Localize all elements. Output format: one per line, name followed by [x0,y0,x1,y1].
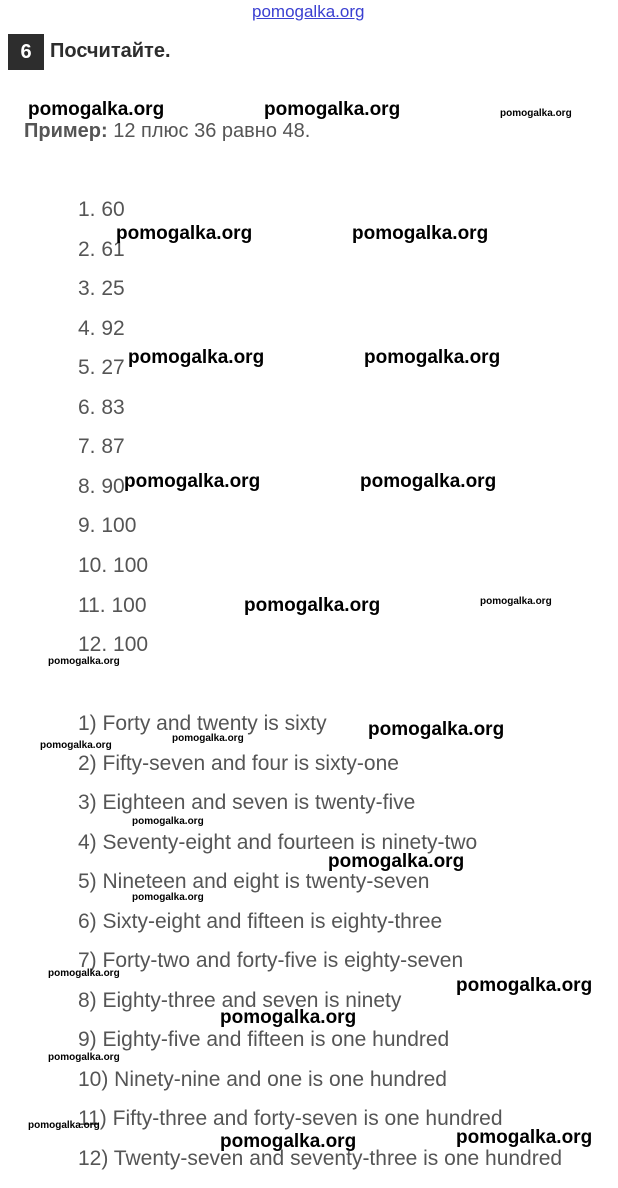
sentence-line: 2) Fifty-seven and four is sixty-one [78,752,399,775]
watermark: pomogalka.org [364,347,501,368]
answer-line: 7. 87 [78,435,125,458]
watermark: pomogalka.org [368,719,505,740]
watermark: pomogalka.org [244,595,381,616]
sentence-line: 10) Ninety-nine and one is one hundred [78,1068,447,1091]
sentence-line: 3) Eighteen and seven is twenty-five [78,791,416,814]
answer-line: 5. 27 [78,356,125,379]
watermark: pomogalka.org [172,733,244,744]
watermark[interactable]: pomogalka.org [252,2,365,21]
sentence-line: 8) Eighty-three and seven is ninety [78,989,402,1012]
sentence-line: 11) Fifty-three and forty-seven is one hundred [78,1107,503,1130]
sentence-line: 5) Nineteen and eight is twenty-seven [78,870,430,893]
sentence-line: 7) Forty-two and forty-five is eighty-seven [78,949,464,972]
watermark: pomogalka.org [48,656,120,667]
watermark: pomogalka.org [264,99,401,120]
watermark: pomogalka.org [40,740,112,751]
answer-line: 6. 83 [78,396,125,419]
example-text: 12 плюс 36 равно 48. [113,120,311,142]
answer-line: 11. 100 [78,594,147,617]
example-label: Пример: [24,120,108,142]
watermark: pomogalka.org [128,347,265,368]
sentence-line: 12) Twenty-seven and seventy-three is one hundred [78,1147,563,1170]
answer-line: 4. 92 [78,317,125,340]
watermark: pomogalka.org [48,968,120,979]
watermark: pomogalka.org [124,471,261,492]
example [24,120,310,143]
sentence-line: 9) Eighty-five and fifteen is one hundred [78,1028,450,1051]
watermark: pomogalka.org [456,975,593,996]
sentence-line: 4) Seventy-eight and fourteen is ninety-two [78,831,478,854]
watermark: pomogalka.org [28,99,165,120]
watermark: pomogalka.org [116,223,253,244]
watermark: pomogalka.org [352,223,489,244]
watermark: pomogalka.org [132,892,204,903]
answer-line: 10. 100 [78,554,149,577]
answer-line: 8. 90 [78,475,125,498]
watermark: pomogalka.org [328,851,465,872]
watermark: pomogalka.org [132,816,204,827]
answer-line: 9. 100 [78,514,137,537]
sentence-line: 6) Sixty-eight and fifteen is eighty-three [78,910,443,933]
watermark: pomogalka.org [220,1131,357,1152]
watermark: pomogalka.org [360,471,497,492]
answer-line: 1. 60 [78,198,125,221]
answer-line: 12. 100 [78,633,149,656]
watermark: pomogalka.org [500,108,572,119]
task-number-badge: 6 [8,34,44,70]
watermark: pomogalka.org [48,1052,120,1063]
answer-line: 2. 61 [78,238,125,261]
watermark: pomogalka.org [480,596,552,607]
watermark: pomogalka.org [28,1120,100,1131]
task-title: Посчитайте. [50,40,171,62]
watermark: pomogalka.org [220,1007,357,1028]
watermark: pomogalka.org [456,1127,593,1148]
answer-line: 3. 25 [78,277,125,300]
sentence-line: 1) Forty and twenty is sixty [78,712,327,735]
